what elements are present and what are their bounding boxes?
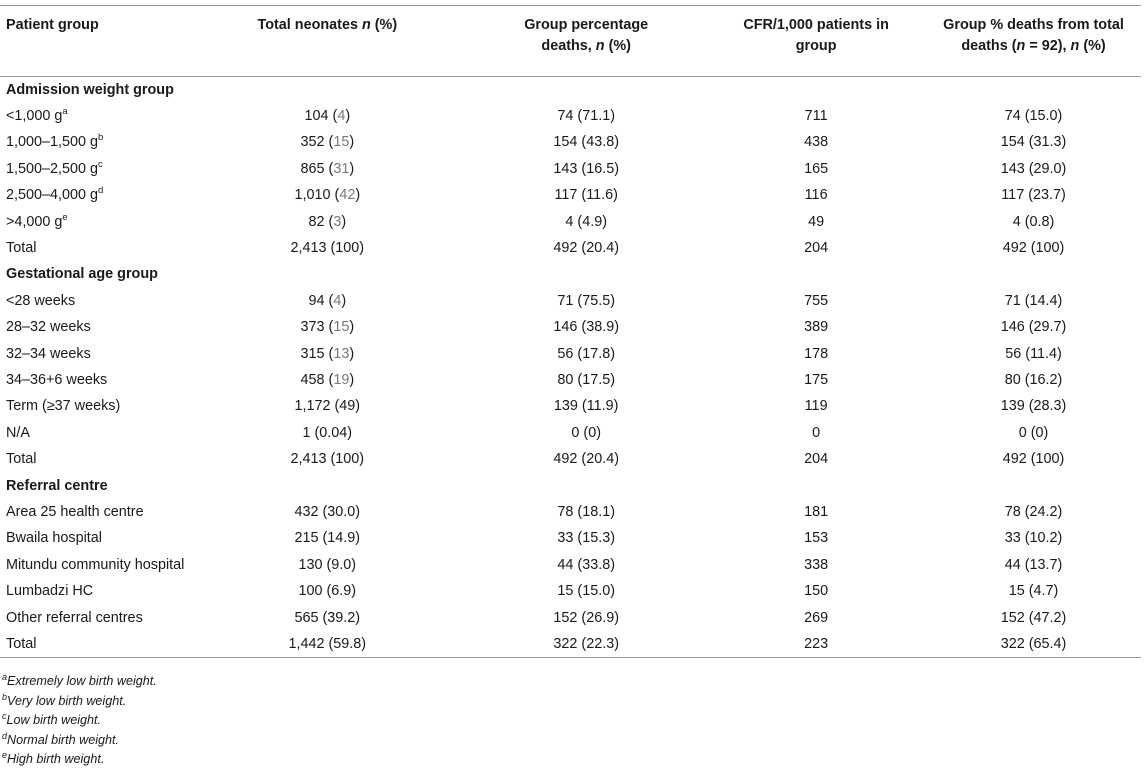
- footnote: $^c$Low birth weight.: [2, 710, 102, 727]
- table-row: >4,000 $g^e$ 82 (3) 4 (4.9) 49 4 (0.8): [6, 211, 1055, 230]
- table-body: [0, 77, 1141, 658]
- header-total-neonates: Total neonates n (%): [257, 17, 398, 33]
- table-row: Area 25 health centre 432 (30.0) 78 (18.1) 181 78 (24.2): [6, 503, 1063, 520]
- table-row: Other referral centres 565 (39.2) 152 (26.9) 269 152 (47.2): [6, 609, 1067, 626]
- header-group-share: Group % deaths from total deaths (n = 92), n (%): [943, 17, 1124, 54]
- table-row: Bwaila hospital 215 (14.9) 33 (15.3) 153 33 (10.2): [6, 530, 1063, 547]
- footnote: $^d$Normal birth weight.: [2, 730, 120, 747]
- table-row: 2,500–4,000 $g^d$ 1,010 (42) 117 (11.6) 116 117 (23.7): [6, 185, 1066, 204]
- section-header-gestation: Gestational age group: [6, 266, 158, 283]
- table-row: Mitundu community hospital 130 (9.0) 44 (33.8) 338 44 (13.7): [6, 556, 1063, 573]
- table-row: 1,000–1,500 $g^b$ 352 (15) 154 (43.8) 438 154 (31.3): [6, 132, 1067, 151]
- header-group-percentage: Group percentage deaths, n (%): [524, 17, 649, 54]
- table-row: 34–36+6 weeks 458 (19) 80 (17.5) 175 80 (16.2): [6, 371, 1063, 388]
- data-table: [0, 5, 1141, 658]
- footnote: $^a$Extremely low birth weight.: [2, 671, 157, 688]
- table-row: N/A 1 (0.04) 0 (0) 0 0 (0): [6, 424, 1049, 441]
- table-header: [0, 6, 1141, 77]
- table-row-total: Total 2,413 (100) 492 (20.4) 204 492 (100): [6, 451, 1065, 468]
- table-row: 1,500–2,500 $g^c$ 865 (31) 143 (16.5) 165 143 (29.0): [6, 159, 1067, 177]
- footnote: $^b$Very low birth weight.: [2, 691, 127, 708]
- table-row: 28–32 weeks 373 (15) 146 (38.9) 389 146 (29.7): [6, 319, 1067, 336]
- footnote: $^e$High birth weight.: [2, 749, 105, 766]
- footnotes: [2, 672, 157, 770]
- table-row-total: Total 1,442 (59.8) 322 (22.3) 223 322 (65.4): [6, 635, 1067, 652]
- table-row: Term (≥37 weeks) 1,172 (49) 139 (11.9) 119 139 (28.3): [6, 398, 1067, 415]
- table-row: <1,000 $g^a$ 104 (4) 74 (71.1) 711 74 (15.0): [6, 106, 1063, 125]
- section-header-weight: Admission weight group: [6, 81, 174, 98]
- header-cfr: CFR/1,000 patients in group: [743, 17, 889, 54]
- table-row: Lumbadzi HC 100 (6.9) 15 (15.0) 150 15 (4.7): [6, 583, 1059, 600]
- section-header-referral: Referral centre: [6, 477, 108, 494]
- table-row: 32–34 weeks 315 (13) 56 (17.8) 178 56 (11.4): [6, 345, 1062, 362]
- table-row-total: Total 2,413 (100) 492 (20.4) 204 492 (100): [6, 240, 1065, 257]
- header-patient-group: Patient group: [6, 17, 99, 33]
- table-row: <28 weeks 94 (4) 71 (75.5) 755 71 (14.4): [6, 292, 1063, 309]
